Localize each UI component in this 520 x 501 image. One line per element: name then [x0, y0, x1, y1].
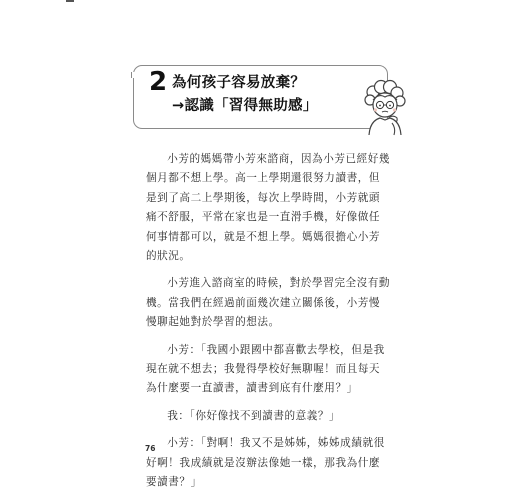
- paragraph-2: 小芳進入諮商室的時候，對於學習完全沒有動機。當我們在經過前面幾次建立關係後，小芳慢慢聊起她對於學習的想法。: [146, 277, 391, 329]
- paragraph-4: 我：「你好像找不到讀書的意義？」: [167, 409, 341, 422]
- paragraph-3: 小芳：「我國小跟國中都喜歡去學校，但是我現在就不想去；我覺得學校好無聊喔！而且每天為什麼要一直讀書，讀書到底有什麼用？」: [146, 343, 385, 395]
- paragraph-5: 小芳：「對啊！我又不是姊姊，姊姊成績就很好啊！我成績就是沒辦法像她一樣，那我為什麼要讀書？」: [146, 437, 385, 489]
- body-text: [146, 150, 391, 501]
- page-number: 76: [145, 444, 156, 453]
- chapter-number: 2: [149, 67, 168, 97]
- crop-mark: [66, 0, 74, 2]
- chapter-title-line-1: 為何孩子容易放棄？: [172, 75, 306, 91]
- chapter-title-line-2: →認識「習得無助感」: [172, 98, 318, 114]
- thinking-grandmother-icon: [360, 78, 408, 136]
- paragraph-1: 小芳的媽媽帶小芳來諮商，因為小芳已經好幾個月都不想上學。高一上學期還很努力讀書，但是到了高二上學期後，每次上學時間，小芳就頭痛不舒服，平常在家也是一直滑手機，好像做任何事情都可以，就是不想上學。媽媽很擔心小芳的狀況。: [146, 153, 391, 263]
